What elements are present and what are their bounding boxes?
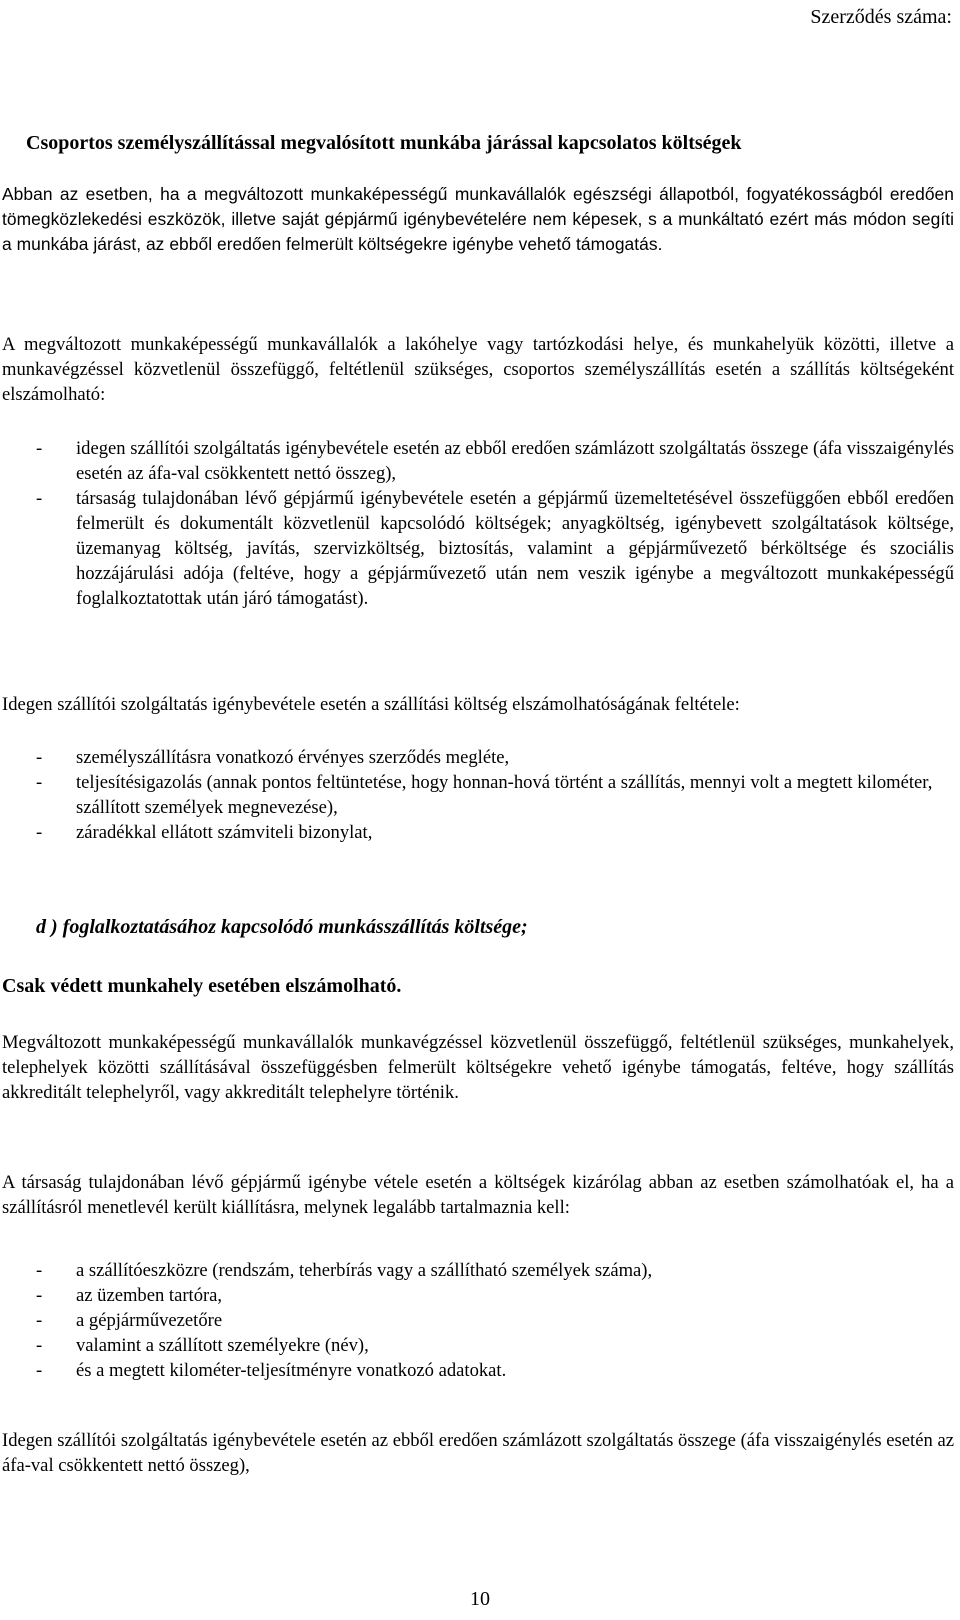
company-vehicle-paragraph: A társaság tulajdonában lévő gépjármű igénybe vétele esetén a költségek kizárólag abban az esetben számolhatóak el, ha a szállításról menetlevél került kiállításra, melynek legalább tartalmaznia kell: <box>2 1172 954 1218</box>
list-item <box>36 820 954 845</box>
list-item-text: a szállítóeszközre (rendszám, teherbírás vagy a szállítható személyek száma), <box>76 1260 653 1281</box>
list-item-text: az üzemben tartóra, <box>76 1285 223 1306</box>
list-item <box>36 1258 954 1283</box>
protected-workplace-note: Csak védett munkahely esetében elszámolható. <box>2 975 402 997</box>
list-item-text: idegen szállítói szolgáltatás igénybevétele esetén az ebből eredően számlázott szolgáltatás összege (áfa visszaigénylés esetén az áfa-val csökkentett nettó összeg), <box>76 438 954 484</box>
list-dash: - <box>36 1310 43 1331</box>
list-dash: - <box>36 438 43 459</box>
page-number: 10 <box>470 1588 490 1610</box>
contract-number-label: Szerződés száma: <box>810 6 952 28</box>
external-conditions-list <box>36 745 954 845</box>
cost-items-list <box>36 436 954 611</box>
list-item <box>36 486 954 611</box>
list-item-text: és a megtett kilométer-teljesítményre vonatkozó adatokat. <box>76 1360 507 1381</box>
list-item <box>36 745 954 770</box>
logbook-items-list <box>36 1258 954 1383</box>
list-dash: - <box>36 747 43 768</box>
list-item <box>36 1308 954 1333</box>
residence-paragraph: A megváltozott munkaképességű munkavállalók a lakóhelye vagy tartózkodási helye, és munkahelyük közötti, illetve a munkavégzéssel közvetlenül összefüggő, feltétlenül szükséges, csoportos személyszállítás esetén a szállítás költségeként elszámolható: <box>2 334 954 405</box>
list-dash: - <box>36 822 43 843</box>
list-item <box>36 436 954 486</box>
list-dash: - <box>36 772 43 793</box>
external-condition-paragraph: Idegen szállítói szolgáltatás igénybevétele esetén a szállítási költség elszámolhatóságának feltétele: <box>2 694 740 715</box>
list-item-text: teljesítésigazolás (annak pontos feltüntetése, hogy honnan-hová történt a szállítás, mennyi volt a megtett kilométer, szállított személyek megnevezése), <box>76 772 933 818</box>
list-dash: - <box>36 1260 43 1281</box>
intro-paragraph: Abban az esetben, ha a megváltozott munkaképességű munkavállalók egészségi állapotból, fogyatékosságból eredően tömegközlekedési eszközök, illetve saját gépjármű igénybevételére nem képesek, s a munkáltató ezért más módon segíti a munkába járást, az ebből eredően felmerült költségekre igénybe vehető támogatás. <box>2 184 954 254</box>
list-dash: - <box>36 1360 43 1381</box>
section-d-title: d ) foglalkoztatásához kapcsolódó munkásszállítás költsége; <box>36 916 528 938</box>
list-dash: - <box>36 488 43 509</box>
list-dash: - <box>36 1285 43 1306</box>
list-item-text: személyszállításra vonatkozó érvényes szerződés megléte, <box>76 747 510 768</box>
list-dash: - <box>36 1335 43 1356</box>
list-item <box>36 1358 954 1383</box>
list-item <box>36 1283 954 1308</box>
closing-paragraph: Idegen szállítói szolgáltatás igénybevétele esetén az ebből eredően számlázott szolgáltatás összege (áfa visszaigénylés esetén az áfa-val csökkentett nettó összeg), <box>2 1430 954 1476</box>
list-item-text: társaság tulajdonában lévő gépjármű igénybevétele esetén a gépjármű üzemeltetésével összefüggően ebből eredően felmerült és dokumentált közvetlenül kapcsolódó költségek; anyagköltség, igénybevett szolgáltatások költsége, üzemanyag költség, javítás, szervizköltség, biztosítás, valamint a gépjárművezető bérköltsége és szociális hozzájárulási adója (feltéve, hogy a gépjárművezető után nem veszik igénybe a megváltozott munkaképességű foglalkoztatottak után járó támogatást). <box>76 488 954 609</box>
list-item-text: valamint a szállított személyekre (név), <box>76 1335 369 1356</box>
page-title: Csoportos személyszállítással megvalósított munkába járással kapcsolatos költségek <box>26 132 742 154</box>
list-item-text: a gépjárművezetőre <box>76 1310 223 1331</box>
list-item-text: záradékkal ellátott számviteli bizonylat, <box>76 822 373 843</box>
changed-capacity-paragraph: Megváltozott munkaképességű munkavállalók munkavégzéssel közvetlenül összefüggő, feltétlenül szükséges, munkahelyek, telephelyek közötti szállításával összefüggésben felmerült költségekre vehető igénybe támogatás, feltéve, hogy szállítás akkreditált telephelyről, vagy akkreditált telephelyre történik. <box>2 1032 954 1103</box>
list-item <box>36 770 954 820</box>
list-item <box>36 1333 954 1358</box>
